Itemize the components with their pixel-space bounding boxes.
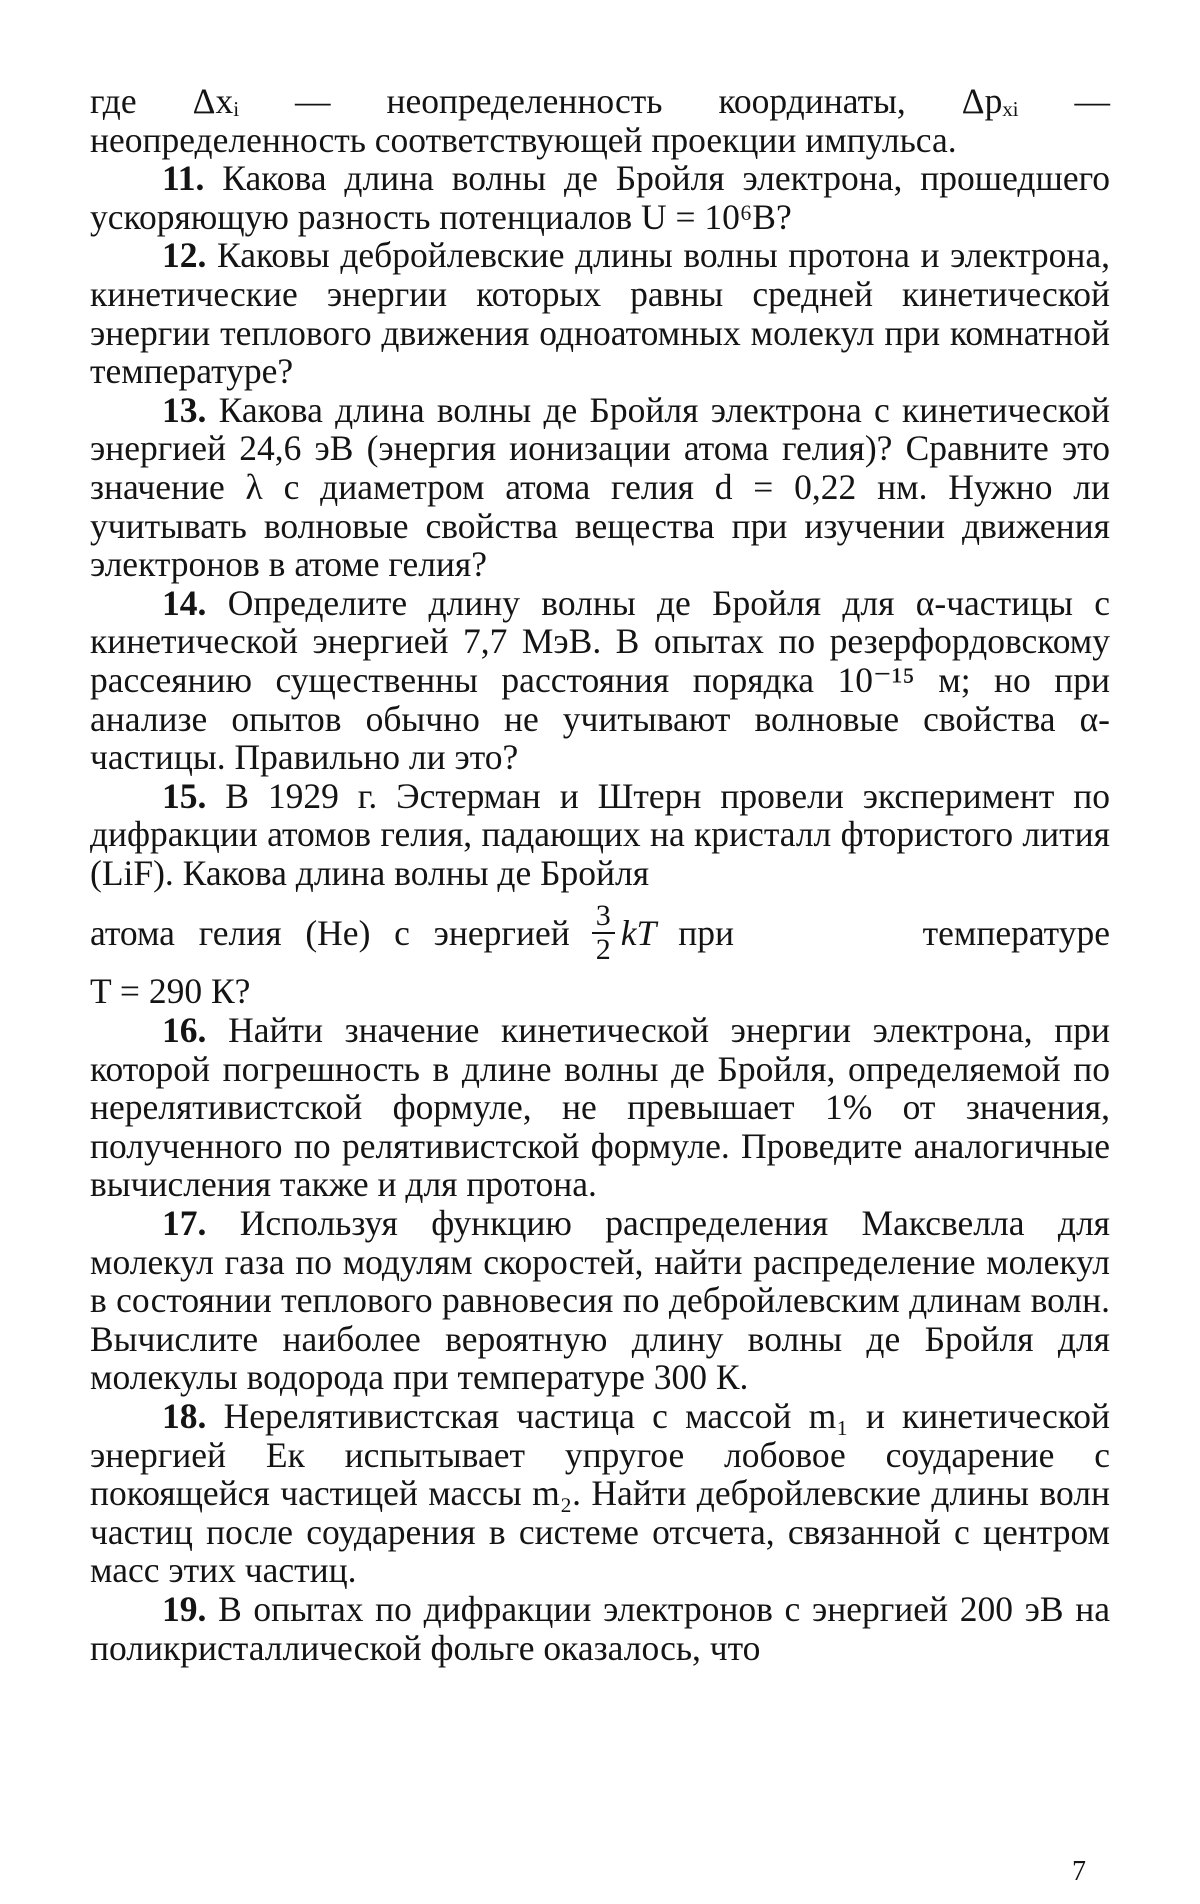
problem-text: Каковы дебройлевские длины волны протона и электрона, кинетические энергии которых равны средней кинетической энергии теплового движения одноатомных молекул при комнатной температуре? <box>90 235 1111 392</box>
problem-18 <box>90 1397 1110 1590</box>
problem-number: 15. <box>162 775 207 816</box>
problem-19 <box>90 1590 1110 1667</box>
problem-text: Определите длину волны де Бройля для α-частицы с кинетической энергией 7,7 МэВ. В опытах по резерфордовскому рассеянию существенны расстояния порядка 10⁻¹⁵ м; но при анализе опытов обычно не учитывают волновые свойства α-частицы. Правильно ли это? <box>90 582 1110 778</box>
problem-text: В опытах по дифракции электронов с энергией 200 эВ на поликристаллической фольге оказалось, что <box>90 1588 1111 1668</box>
intro-paragraph: где Δxᵢ — неопределенность координаты, Δpₓᵢ — неопределенность соответствующей проекции импульса. <box>90 81 1110 160</box>
problem-number: 11. <box>162 158 205 199</box>
formula-line <box>90 894 1110 972</box>
problem-number: 14. <box>162 582 207 623</box>
problem-number: 19. <box>162 1588 207 1629</box>
problem-14 <box>90 584 1110 777</box>
problem-15 <box>90 777 1110 1011</box>
problem-text: Найти значение кинетической энергии электрона, при которой погрешность в длине волны де Бройля, определяемой по нерелятивистской формуле, не превышает 1% от значения, полученного по релятивистской формуле. Проведите аналогичные вычисления также и для протона. <box>90 1010 1111 1205</box>
page-body <box>90 82 1110 1667</box>
problem-13 <box>90 391 1110 584</box>
problem-17 <box>90 1204 1110 1397</box>
formula-text-right: при температуре <box>678 913 1110 954</box>
fraction-denominator: 2 <box>595 933 611 967</box>
problem-15-tail: T = 290 К? <box>90 971 251 1012</box>
problem-text: Используя функцию распределения Максвелла для молекул газа по модулям скоростей, найти распределение молекул в состоянии теплового равновесия по дебройлевским длинам волн. Вычислите наиболее вероятную длину волны де Бройля для молекулы водорода при температуре 300 К. <box>90 1203 1110 1398</box>
energy-formula <box>592 900 657 966</box>
fraction-numerator: 3 <box>592 900 615 934</box>
problem-number: 12. <box>162 235 207 276</box>
problem-number: 17. <box>162 1203 207 1244</box>
problem-number: 16. <box>162 1010 207 1051</box>
problem-number: 18. <box>162 1396 207 1436</box>
problem-text: Какова длина волны де Бройля электрона с кинетической энергией 24,6 эВ (энергия ионизации атома гелия)? Сравните это значение λ с диаметром атома гелия d = 0,22 нм. Нужно ли учитывать волновые свойства вещества при изучении движения электронов в атоме гелия? <box>90 389 1110 585</box>
page-number: 7 <box>1072 1856 1086 1887</box>
problem-text: Нерелятивистская частица с массой m₁ и кинетической энергией Eк испытывает упругое лобовое соударение с покоящейся частицей массы m₂. Найти дебройлевские длины волн частиц после соударения в системе отсчета, связанной с центром масс этих частиц. <box>90 1396 1111 1591</box>
kt-symbol: kT <box>620 913 657 954</box>
problem-16 <box>90 1011 1110 1204</box>
problem-text: В 1929 г. Эстерман и Штерн провели эксперимент по дифракции атомов гелия, падающих на кристалл фтористого лития (LiF). Какова длина волны де Бройля <box>90 775 1111 893</box>
fraction <box>592 900 615 966</box>
formula-text-left: атома гелия (He) с энергией <box>90 913 570 954</box>
problem-text: Какова длина волны де Бройля электрона, прошедшего ускоряющую разность потенциалов U = 10⁶В? <box>90 158 1111 237</box>
problem-11 <box>90 159 1110 236</box>
problem-12 <box>90 236 1110 390</box>
problem-number: 13. <box>162 389 207 430</box>
